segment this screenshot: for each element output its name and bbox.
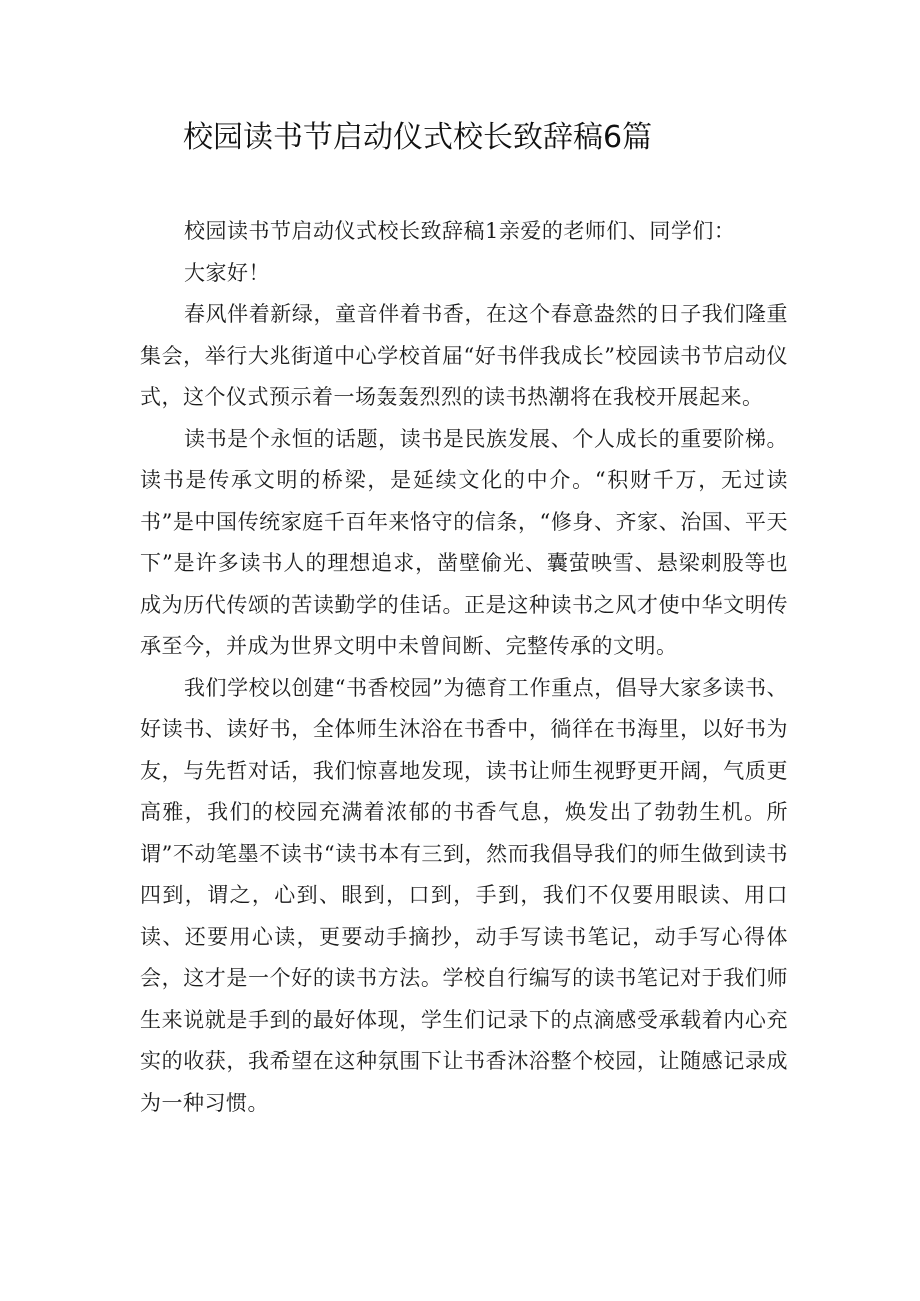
paragraph-school-initiative: 我们学校以创建“书香校园”为德育工作重点，倡导大家多读书、好读书、读好书，全体师生沐浴在书香中，徜徉在书海里，以好书为友，与先哲对话，我们惊喜地发现，读书让师生视野更开阔，气质更高雅，我们的校园充满着浓郁的书香气息，焕发出了勃勃生机。所谓”不动笔墨不读书“读书本有三到，然而我倡导我们的师生做到读书四到，谓之，心到、眼到，口到，手到，我们不仅要用眼读、用口读、还要用心读，更要动手摘抄，动手写读书笔记，动手写心得体会，这才是一个好的读书方法。学校自行编写的读书笔记对于我们师生来说就是手到的最好体现，学生们记录下的点滴感受承载着内心充实的收获，我希望在这种氛围下让书香沐浴整个校园，让随感记录成为一种习惯。 (140, 675, 788, 1115)
paragraph-salutation: 大家好！ (184, 260, 270, 285)
paragraph-opening: 春风伴着新绿，童音伴着书香，在这个春意盎然的日子我们隆重集会，举行大兆街道中心学校首届“好书伴我成长”校园读书节启动仪式，这个仪式预示着一场轰轰烈烈的读书热潮将在我校开展起来。 (140, 302, 788, 409)
document-title: 校园读书节启动仪式校长致辞稿6篇 (183, 120, 653, 155)
paragraph-reading-importance: 读书是个永恒的话题，读书是民族发展、个人成长的重要阶梯。读书是传承文明的桥梁，是延续文化的中介。“积财千万，无过读书”是中国传统家庭千百年来恪守的信条，“修身、齐家、治国、平天下”是许多读书人的理想追求，凿壁偷光、囊萤映雪、悬梁刺股等也成为历代传颂的苦读勤学的佳话。正是这种读书之风才使中华文明传承至今，并成为世界文明中未曾间断、完整传承的文明。 (140, 426, 788, 658)
document-body (140, 211, 788, 1124)
paragraph-greeting: 校园读书节启动仪式校长致辞稿1亲爱的老师们、同学们： (184, 219, 736, 243)
